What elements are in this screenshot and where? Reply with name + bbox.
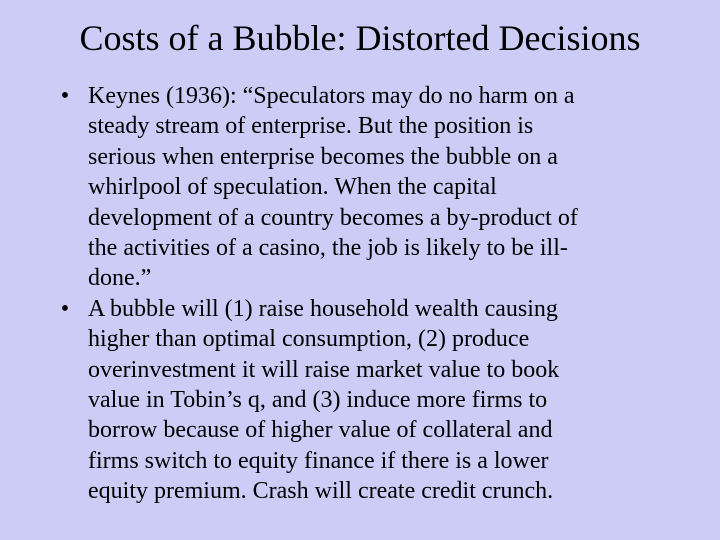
slide-title: Costs of a Bubble: Distorted Decisions bbox=[79, 18, 641, 58]
bullet-bubble-effects bbox=[56, 294, 656, 507]
text-line: equity premium. Crash will create credit crunch. bbox=[88, 478, 554, 505]
text-line: higher than optimal consumption, (2) produce bbox=[88, 326, 530, 353]
text-line: the activities of a casino, the job is likely to be ill- bbox=[88, 235, 568, 262]
text-line: A bubble will (1) raise household wealth causing bbox=[88, 295, 558, 322]
text-line: Keynes (1936): “Speculators may do no harm on a bbox=[88, 83, 575, 109]
text-line: done.” bbox=[88, 265, 152, 292]
text-line: serious when enterprise becomes the bubble on a bbox=[88, 143, 558, 170]
bullet-dot-icon: • bbox=[60, 83, 70, 109]
text-line: overinvestment it will raise market value to book bbox=[88, 356, 560, 383]
bullet-dot-icon: • bbox=[60, 295, 70, 322]
bullet-list bbox=[56, 81, 656, 507]
text-line: steady stream of enterprise. But the position is bbox=[88, 113, 534, 140]
text-line: whirlpool of speculation. When the capital bbox=[88, 174, 497, 201]
text-line: borrow because of higher value of collateral and bbox=[88, 417, 553, 444]
bullet-keynes-quote bbox=[56, 81, 656, 294]
text-line: development of a country becomes a by-product of bbox=[88, 204, 578, 231]
text-line: firms switch to equity finance if there is a lower bbox=[88, 447, 549, 474]
text-line: value in Tobin’s q, and (3) induce more firms to bbox=[88, 387, 548, 414]
